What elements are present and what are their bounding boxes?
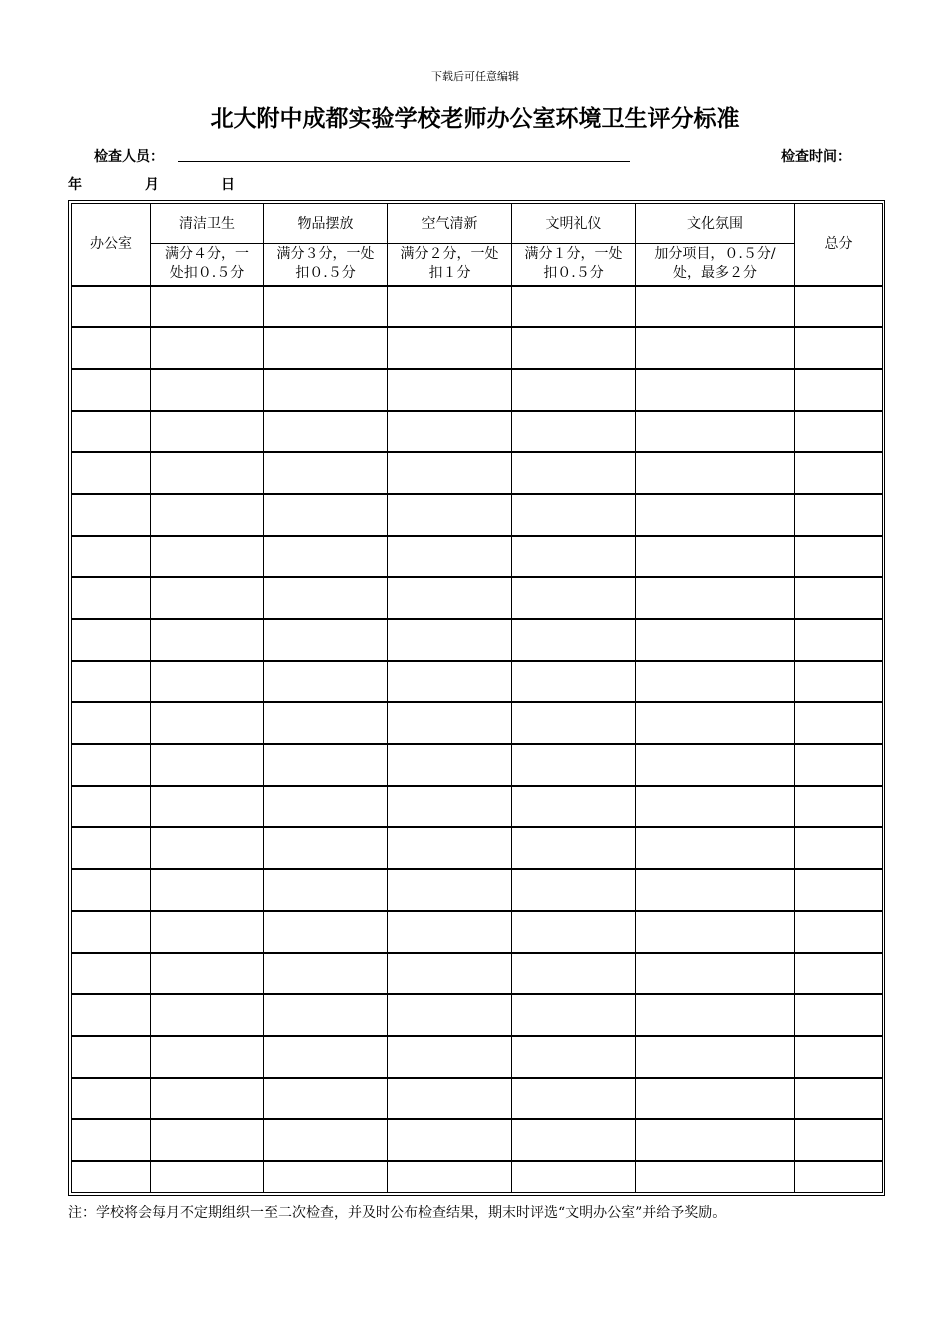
table-cell[interactable] — [72, 452, 151, 494]
table-row — [72, 994, 883, 1036]
table-cell[interactable] — [388, 702, 512, 744]
table-row — [72, 786, 883, 828]
year-label: 年 — [68, 177, 82, 193]
table-row — [72, 577, 883, 619]
table-cell[interactable] — [795, 827, 883, 869]
table-row — [72, 661, 883, 703]
column-header: 文化氛围 — [636, 204, 795, 244]
table-cell[interactable] — [512, 911, 636, 953]
table-cell[interactable] — [388, 1161, 512, 1193]
table-cell[interactable] — [636, 994, 795, 1036]
table-cell[interactable] — [264, 1078, 388, 1120]
table-cell[interactable] — [72, 1036, 151, 1078]
table-cell[interactable] — [795, 1119, 883, 1161]
column-header: 文明礼仪 — [512, 204, 636, 244]
table-cell[interactable] — [388, 327, 512, 369]
table-cell[interactable] — [636, 911, 795, 953]
table-cell[interactable] — [388, 744, 512, 786]
table-cell[interactable] — [72, 869, 151, 911]
scoring-rule: 满分２分，一处 扣１分 — [388, 244, 512, 286]
month-label: 月 — [145, 177, 159, 193]
table-cell[interactable] — [151, 286, 264, 328]
table-cell[interactable] — [636, 869, 795, 911]
table-cell[interactable] — [151, 1078, 264, 1120]
table-cell[interactable] — [72, 327, 151, 369]
table-cell[interactable] — [72, 744, 151, 786]
table-cell[interactable] — [795, 286, 883, 328]
table-cell[interactable] — [636, 286, 795, 328]
table-cell[interactable] — [264, 327, 388, 369]
inspector-blank-line — [178, 161, 630, 162]
footer-note: 注：学校将会每月不定期组织一至二次检查，并及时公布检查结果，期末时评选“文明办公室”并给予奖励。 — [68, 1205, 727, 1221]
table-cell[interactable] — [264, 911, 388, 953]
table-cell[interactable] — [636, 744, 795, 786]
table-cell[interactable] — [264, 661, 388, 703]
table-cell[interactable] — [151, 702, 264, 744]
table-cell[interactable] — [388, 577, 512, 619]
table-cell[interactable] — [388, 536, 512, 578]
table-row — [72, 369, 883, 411]
table-cell[interactable] — [795, 619, 883, 661]
table-cell[interactable] — [636, 786, 795, 828]
table-cell[interactable] — [636, 452, 795, 494]
table-cell[interactable] — [636, 661, 795, 703]
inspection-time-label: 检查时间： — [781, 149, 851, 165]
table-cell[interactable] — [388, 786, 512, 828]
table-cell[interactable] — [636, 577, 795, 619]
score-table — [71, 203, 883, 1193]
table-cell[interactable] — [795, 369, 883, 411]
table-cell[interactable] — [636, 1078, 795, 1120]
table-row — [72, 953, 883, 995]
table-row — [72, 286, 883, 328]
table-cell[interactable] — [795, 494, 883, 536]
table-cell[interactable] — [795, 661, 883, 703]
table-cell[interactable] — [636, 536, 795, 578]
column-header: 空气清新 — [388, 204, 512, 244]
scoring-rule: 加分项目，０.５分/ 处，最多２分 — [636, 244, 795, 286]
table-cell[interactable] — [151, 619, 264, 661]
table-cell[interactable] — [151, 911, 264, 953]
table-cell[interactable] — [264, 452, 388, 494]
table-cell[interactable] — [388, 869, 512, 911]
table-cell[interactable] — [264, 702, 388, 744]
table-cell[interactable] — [151, 452, 264, 494]
table-cell[interactable] — [795, 1161, 883, 1193]
table-cell[interactable] — [388, 452, 512, 494]
table-cell[interactable] — [795, 536, 883, 578]
table-cell[interactable] — [388, 619, 512, 661]
inspector-label: 检查人员： — [94, 149, 164, 165]
table-cell[interactable] — [264, 1036, 388, 1078]
table-cell[interactable] — [388, 1119, 512, 1161]
table-cell[interactable] — [512, 411, 636, 453]
table-cell[interactable] — [72, 411, 151, 453]
table-cell[interactable] — [72, 661, 151, 703]
table-cell[interactable] — [512, 577, 636, 619]
table-cell[interactable] — [512, 869, 636, 911]
table-cell[interactable] — [388, 286, 512, 328]
table-cell[interactable] — [264, 494, 388, 536]
table-cell[interactable] — [795, 1036, 883, 1078]
table-cell[interactable] — [636, 411, 795, 453]
table-cell[interactable] — [264, 577, 388, 619]
table-row — [72, 494, 883, 536]
table-cell[interactable] — [795, 327, 883, 369]
table-cell[interactable] — [795, 786, 883, 828]
table-cell[interactable] — [264, 369, 388, 411]
table-cell[interactable] — [72, 953, 151, 995]
table-cell[interactable] — [72, 911, 151, 953]
table-row — [72, 619, 883, 661]
table-cell[interactable] — [795, 702, 883, 744]
table-cell[interactable] — [795, 953, 883, 995]
table-cell[interactable] — [264, 744, 388, 786]
table-cell[interactable] — [72, 827, 151, 869]
table-cell[interactable] — [72, 1161, 151, 1193]
table-cell[interactable] — [512, 286, 636, 328]
table-cell[interactable] — [72, 786, 151, 828]
table-cell[interactable] — [72, 702, 151, 744]
table-cell[interactable] — [151, 494, 264, 536]
table-cell[interactable] — [151, 1161, 264, 1193]
table-cell[interactable] — [72, 619, 151, 661]
table-row — [72, 911, 883, 953]
table-cell[interactable] — [151, 869, 264, 911]
table-cell[interactable] — [151, 536, 264, 578]
table-cell[interactable] — [264, 286, 388, 328]
table-cell[interactable] — [72, 536, 151, 578]
table-cell[interactable] — [512, 786, 636, 828]
table-cell[interactable] — [512, 953, 636, 995]
office-header: 办公室 — [72, 204, 151, 286]
table-cell[interactable] — [151, 1119, 264, 1161]
table-cell[interactable] — [264, 869, 388, 911]
table-cell[interactable] — [151, 577, 264, 619]
table-cell[interactable] — [512, 452, 636, 494]
table-row — [72, 1119, 883, 1161]
table-cell[interactable] — [512, 369, 636, 411]
table-cell[interactable] — [512, 1161, 636, 1193]
total-header: 总分 — [795, 204, 883, 286]
table-row — [72, 452, 883, 494]
table-cell[interactable] — [512, 619, 636, 661]
table-cell[interactable] — [512, 827, 636, 869]
header-note: 下载后可任意编辑 — [431, 70, 519, 83]
table-cell[interactable] — [795, 1078, 883, 1120]
table-cell[interactable] — [512, 702, 636, 744]
column-header: 物品摆放 — [264, 204, 388, 244]
table-cell[interactable] — [512, 994, 636, 1036]
table-cell[interactable] — [795, 744, 883, 786]
table-cell[interactable] — [636, 1036, 795, 1078]
table-cell[interactable] — [72, 369, 151, 411]
table-cell[interactable] — [636, 953, 795, 995]
table-cell[interactable] — [512, 661, 636, 703]
table-cell[interactable] — [512, 1078, 636, 1120]
table-cell[interactable] — [151, 1036, 264, 1078]
table-cell[interactable] — [388, 411, 512, 453]
scoring-rule: 满分３分，一处 扣０.５分 — [264, 244, 388, 286]
table-cell[interactable] — [388, 1078, 512, 1120]
score-table-body — [72, 286, 883, 1193]
table-cell[interactable] — [72, 1078, 151, 1120]
table-cell[interactable] — [72, 994, 151, 1036]
table-cell[interactable] — [151, 369, 264, 411]
table-cell[interactable] — [388, 369, 512, 411]
table-cell[interactable] — [795, 994, 883, 1036]
table-cell[interactable] — [72, 494, 151, 536]
table-row — [72, 1036, 883, 1078]
table-cell[interactable] — [264, 619, 388, 661]
table-cell[interactable] — [264, 411, 388, 453]
table-cell[interactable] — [512, 494, 636, 536]
table-row — [72, 536, 883, 578]
table-cell[interactable] — [151, 327, 264, 369]
page-title: 北大附中成都实验学校老师办公室环境卫生评分标准 — [210, 106, 740, 132]
table-cell[interactable] — [151, 786, 264, 828]
table-cell[interactable] — [512, 536, 636, 578]
table-row — [72, 702, 883, 744]
table-row — [72, 827, 883, 869]
table-row — [72, 1161, 883, 1193]
table-cell[interactable] — [151, 744, 264, 786]
table-cell[interactable] — [388, 994, 512, 1036]
table-cell[interactable] — [72, 286, 151, 328]
table-row — [72, 869, 883, 911]
table-cell[interactable] — [636, 494, 795, 536]
table-row — [72, 327, 883, 369]
table-cell[interactable] — [636, 619, 795, 661]
table-cell[interactable] — [388, 1036, 512, 1078]
table-cell[interactable] — [151, 953, 264, 995]
table-cell[interactable] — [636, 369, 795, 411]
day-label: 日 — [221, 177, 235, 193]
table-cell[interactable] — [264, 827, 388, 869]
column-header: 清洁卫生 — [151, 204, 264, 244]
table-cell[interactable] — [636, 327, 795, 369]
table-cell[interactable] — [388, 827, 512, 869]
scoring-rule: 满分４分，一 处扣０.５分 — [151, 244, 264, 286]
table-cell[interactable] — [636, 827, 795, 869]
table-cell[interactable] — [388, 494, 512, 536]
table-cell[interactable] — [795, 869, 883, 911]
table-row — [72, 411, 883, 453]
table-cell[interactable] — [512, 327, 636, 369]
table-cell[interactable] — [151, 994, 264, 1036]
table-cell[interactable] — [264, 786, 388, 828]
table-cell[interactable] — [636, 1119, 795, 1161]
table-row — [72, 1078, 883, 1120]
table-cell[interactable] — [72, 577, 151, 619]
table-cell[interactable] — [795, 577, 883, 619]
table-cell[interactable] — [795, 452, 883, 494]
table-cell[interactable] — [795, 911, 883, 953]
table-cell[interactable] — [388, 661, 512, 703]
table-cell[interactable] — [264, 1161, 388, 1193]
table-cell[interactable] — [388, 911, 512, 953]
table-cell[interactable] — [264, 1119, 388, 1161]
table-row — [72, 744, 883, 786]
table-cell[interactable] — [512, 1119, 636, 1161]
table-cell[interactable] — [512, 744, 636, 786]
table-cell[interactable] — [151, 661, 264, 703]
table-cell[interactable] — [264, 953, 388, 995]
table-cell[interactable] — [264, 536, 388, 578]
table-cell[interactable] — [151, 827, 264, 869]
table-cell[interactable] — [72, 1119, 151, 1161]
table-cell[interactable] — [512, 1036, 636, 1078]
table-cell[interactable] — [795, 411, 883, 453]
table-cell[interactable] — [636, 1161, 795, 1193]
table-cell[interactable] — [636, 702, 795, 744]
table-cell[interactable] — [264, 994, 388, 1036]
scoring-rule: 满分１分，一处 扣０.５分 — [512, 244, 636, 286]
score-table-frame — [68, 200, 885, 1196]
table-cell[interactable] — [151, 411, 264, 453]
table-cell[interactable] — [388, 953, 512, 995]
